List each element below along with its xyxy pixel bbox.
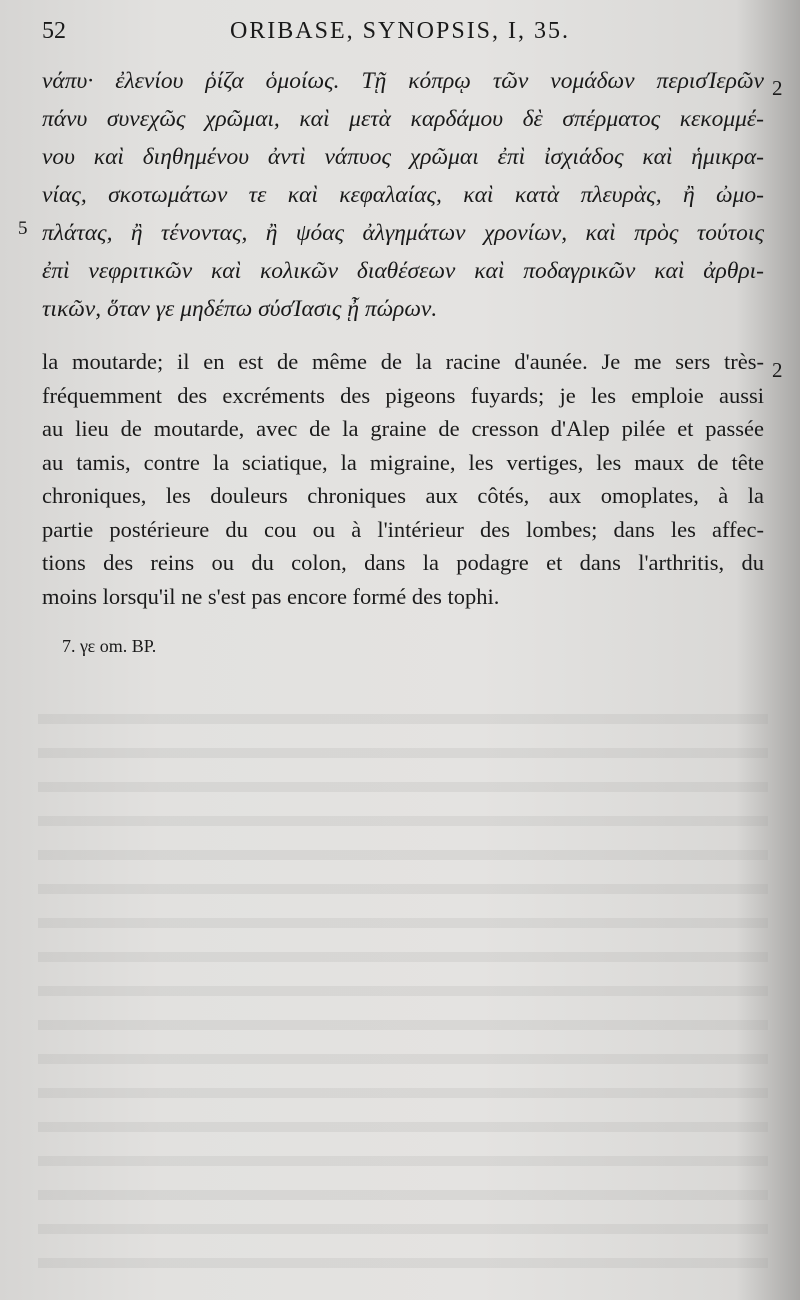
page-header bbox=[0, 14, 800, 50]
french-line: au tamis, contre la sciatique, la migraine, les vertiges, les maux de tête bbox=[42, 449, 764, 475]
greek-line: ἐπὶ νεφριτικῶν καὶ κολικῶν διαθέσεων καὶ ποδαγρικῶν καὶ ἀρθρι- bbox=[42, 258, 764, 284]
margin-number: 2 bbox=[772, 358, 783, 382]
greek-line: πάνυ συνεχῶς χρῶμαι, καὶ μετὰ καρδάμου δὲ σπέρματος κεκομμέ- bbox=[42, 106, 764, 132]
french-line: tions des reins ou du colon, dans la podagre et dans l'arthritis, du bbox=[42, 550, 764, 575]
greek-line: πλάτας, ἢ τένοντας, ἢ ψόας ἀλγημάτων χρονίων, καὶ πρὸς τούτοις bbox=[42, 220, 764, 246]
bleed-through-texture bbox=[38, 700, 768, 1280]
greek-line: τικῶν, ὅταν γε μηδέπω σύσΊασις ᾖ πώρων. bbox=[42, 296, 438, 322]
greek-line: νάπυ· ἐλενίου ῥίζα ὁμοίως. Τῇ κόπρῳ τῶν νομάδων περισΊερῶν bbox=[42, 68, 764, 94]
greek-line: νου καὶ διηθημένου ἀντὶ νάπυος χρῶμαι ἐπὶ ἰσχιάδος καὶ ἡμικρα- bbox=[42, 144, 764, 170]
footnote: 7. γε om. BP. bbox=[62, 636, 157, 656]
french-line: au lieu de moutarde, avec de la graine de cresson d'Alep pilée et passée bbox=[42, 416, 764, 441]
french-line: fréquemment des excréments des pigeons fuyards; je les emploie aussi bbox=[42, 382, 764, 408]
greek-line: νίας, σκοτωμάτων τε καὶ κεφαλαίας, καὶ κατὰ πλευρὰς, ἢ ὠμο- bbox=[42, 182, 764, 208]
french-line: partie postérieure du cou ou à l'intérieur des lombes; dans les affec- bbox=[42, 516, 764, 542]
running-title: ORIBASE, SYNOPSIS, I, 35. bbox=[229, 18, 571, 44]
french-line: chroniques, les douleurs chroniques aux côtés, aux omoplates, à la bbox=[42, 483, 764, 508]
margin-number: 2 bbox=[772, 76, 783, 100]
french-line: la moutarde; il en est de même de la racine d'aunée. Je me sers très- bbox=[42, 349, 764, 374]
french-translation bbox=[42, 345, 764, 613]
greek-text bbox=[42, 62, 764, 328]
line-number: 5 bbox=[18, 218, 28, 239]
french-line: moins lorsqu'il ne s'est pas encore formé des tophi. bbox=[42, 583, 500, 609]
page-number: 52 bbox=[42, 18, 66, 44]
